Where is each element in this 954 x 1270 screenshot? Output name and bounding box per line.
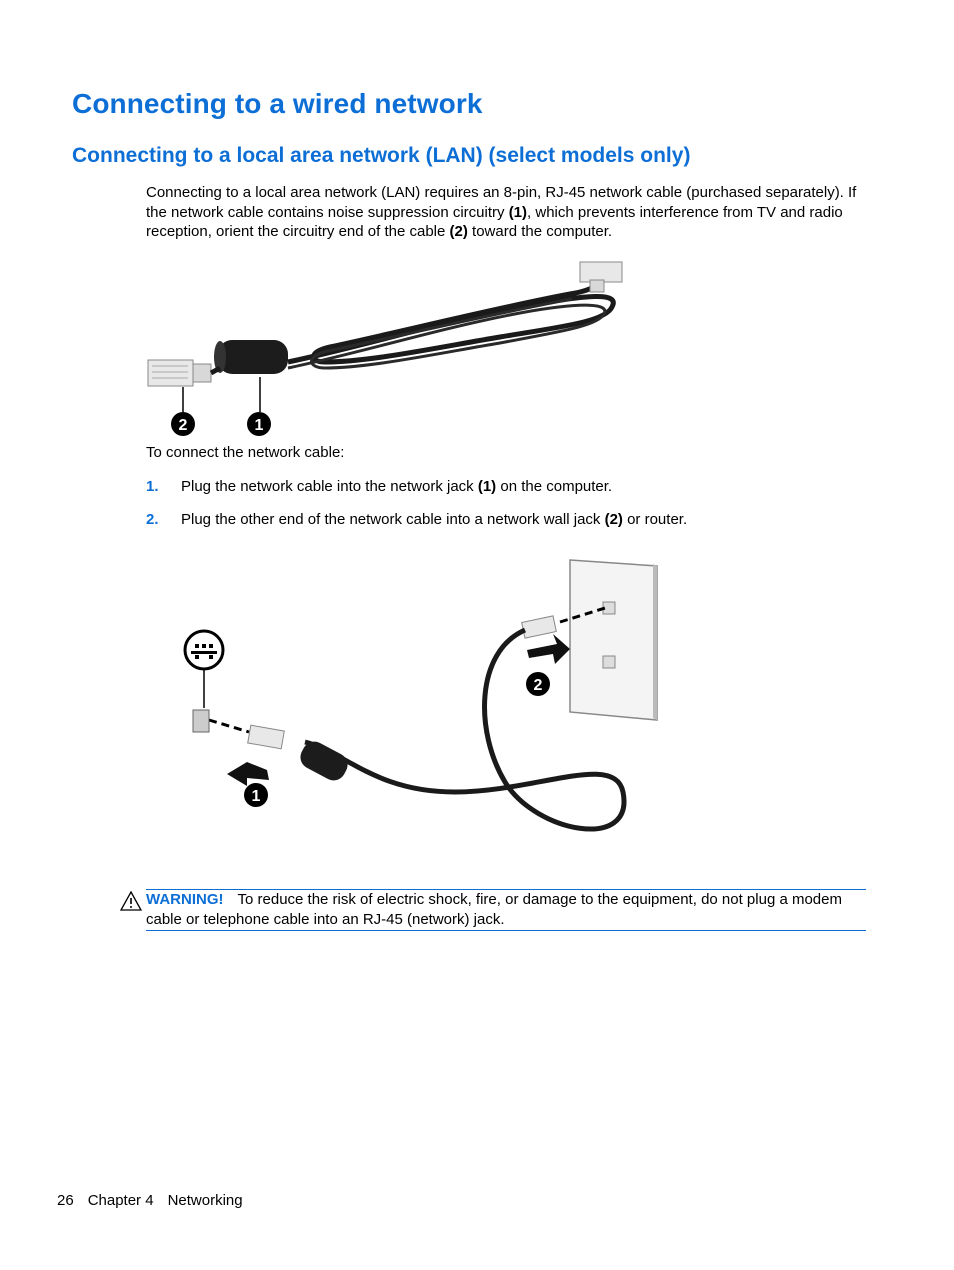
page-title: Connecting to a wired network: [72, 88, 483, 119]
intro-paragraph: [146, 183, 876, 242]
step-ref: (1): [477, 478, 497, 495]
step-text: [181, 510, 871, 530]
callout-2-label: 2: [533, 677, 543, 694]
chapter-label: Chapter 4: [87, 1192, 154, 1209]
section-title: Connecting to a local area network (LAN) (select models only): [72, 144, 691, 167]
step-number: 2.: [146, 511, 159, 528]
intro-ref-2: (2): [449, 223, 468, 240]
intro-text-1: Connecting to a local area network (LAN) requires an 8-pin, RJ-45 network cable (purchased separately). If the network cable contains noise suppression circuitry: [146, 184, 857, 221]
warning-message: To reduce the risk of electric shock, fire, or damage to the equipment, do not plug a modem cable or telephone cable into an RJ-45 (network) jack.: [146, 891, 842, 928]
page-number: 26: [57, 1192, 74, 1209]
step-text-part: on the computer.: [496, 478, 613, 495]
page-footer: [57, 1192, 257, 1209]
warning-triangle-icon: [120, 891, 142, 911]
callout-1-label: 1: [251, 788, 261, 805]
step-number: 1.: [146, 478, 159, 495]
section-label: Networking: [167, 1192, 243, 1209]
step-text-part: or router.: [622, 511, 688, 528]
network-port-icon: [185, 631, 223, 669]
warning-text: [146, 890, 864, 929]
step-ref: (2): [604, 511, 623, 528]
intro-text-3: toward the computer.: [467, 223, 613, 240]
network-cable-illustration: [140, 252, 640, 442]
wall-jack-connection-illustration: [175, 552, 675, 867]
intro-ref-1: (1): [508, 203, 528, 221]
warning-box: [146, 889, 866, 931]
callout-2-label: 2: [178, 417, 188, 434]
steps-intro: To connect the network cable:: [146, 444, 345, 461]
warning-label: WARNING!: [146, 891, 224, 908]
callout-1-label: 1: [254, 417, 264, 434]
step-text-part: Plug the network cable into the network jack: [181, 478, 478, 495]
intro-text-2: , which prevents interference from TV and radio reception, orient the circuitry end of the cable: [146, 203, 843, 240]
step-text-part: Plug the other end of the network cable into a network wall jack: [181, 511, 605, 528]
step-text: [181, 477, 871, 497]
